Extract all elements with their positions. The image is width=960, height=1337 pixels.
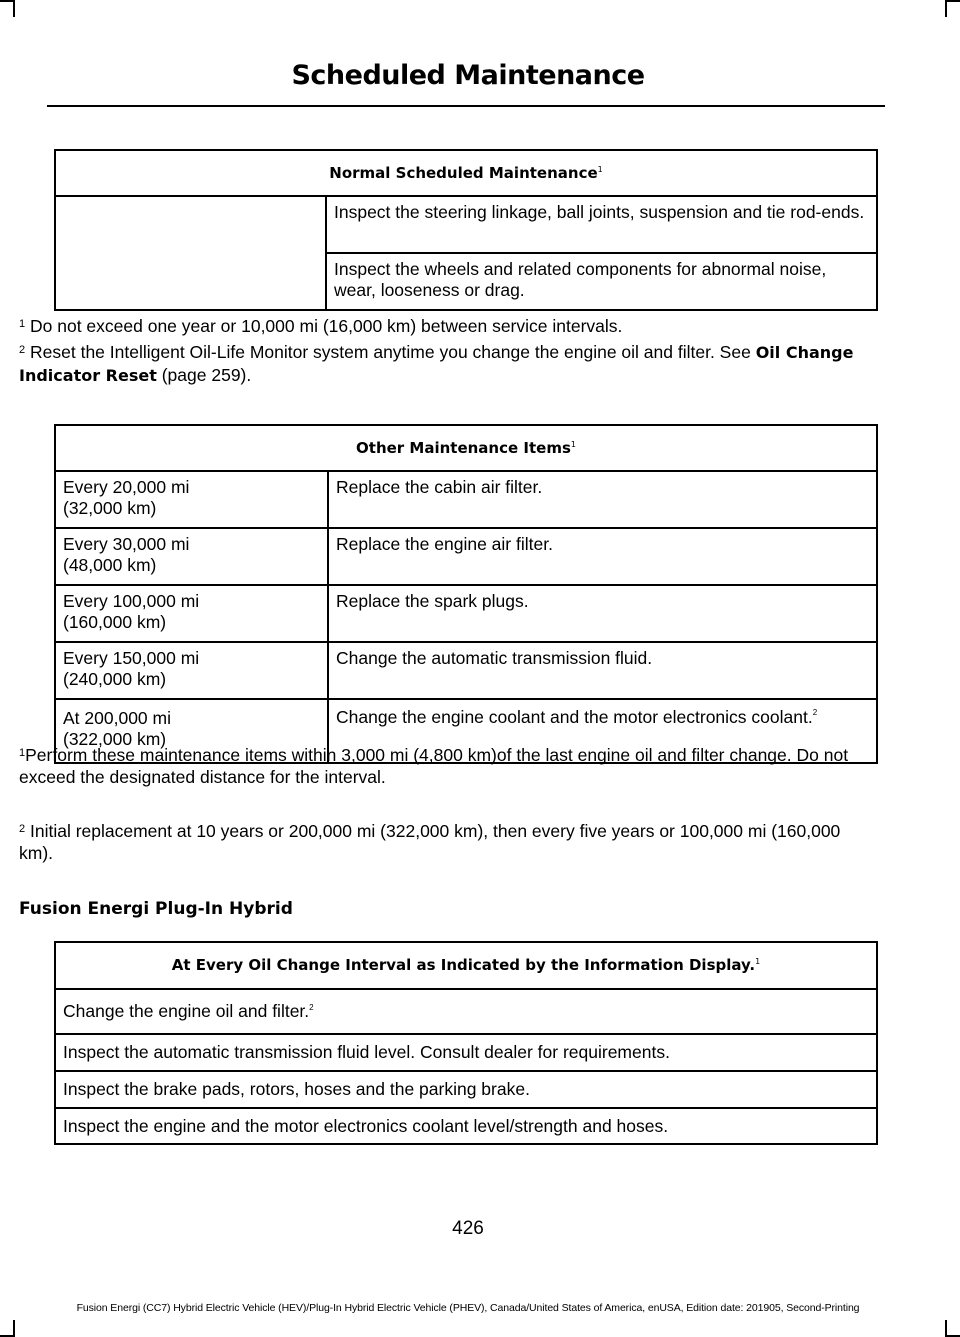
- crop-mark: [13, 0, 15, 17]
- footnote-1: $^1$Perform these maintenance items within 3,000 mi (4,800 km)of the last engine oil and filter change. Do not exceed the designated distance for the interval.: [19, 745, 849, 787]
- table-cell: Inspect the automatic transmission fluid level. Consult dealer for requirements.: [55, 1034, 877, 1071]
- footnote-1: $^1$ Do not exceed one year or 10,000 mi (16,000 km) between service intervals.: [19, 316, 623, 336]
- table-header-row: [55, 942, 877, 989]
- table-row: [55, 989, 877, 1034]
- cross-reference-link[interactable]: Oil Change Indicator Reset: [19, 343, 854, 385]
- interval-cell: Every 100,000 mi (160,000 km): [55, 585, 328, 642]
- table-header-row: [55, 425, 877, 471]
- table-row: [55, 1108, 877, 1144]
- crop-mark: [947, 0, 960, 2]
- section-heading: Fusion Energi Plug-In Hybrid: [19, 899, 293, 919]
- action-cell: Change the engine coolant and the motor electronics coolant.$^2$: [328, 699, 877, 763]
- oil-change-table: [54, 941, 878, 1145]
- table-row: [55, 196, 877, 253]
- table-header-row: [55, 150, 877, 196]
- title-divider: [47, 105, 885, 107]
- action-cell: Change the automatic transmission fluid.: [328, 642, 877, 699]
- table-row: [55, 642, 877, 699]
- footer-text: Fusion Energi (CC7) Hybrid Electric Vehicle (HEV)/Plug-In Hybrid Electric Vehicle (PHEV), Canada/United States of America, enUSA, Edition date: 201905, Second-Printing: [76, 1302, 860, 1314]
- crop-mark: [13, 1320, 15, 1337]
- interval-cell: Every 30,000 mi (48,000 km): [55, 528, 328, 585]
- table-cell: Inspect the steering linkage, ball joints, suspension and tie rod-ends.: [326, 196, 877, 253]
- other-maintenance-table: [54, 424, 878, 764]
- table-row: [55, 528, 877, 585]
- table-heading: At Every Oil Change Interval as Indicated by the Information Display.$^1$: [55, 942, 877, 989]
- table-heading: Other Maintenance Items$^1$: [55, 425, 877, 471]
- interval-cell: Every 20,000 mi (32,000 km): [55, 471, 328, 528]
- crop-mark: [945, 0, 947, 17]
- action-cell: Replace the cabin air filter.: [328, 471, 877, 528]
- page-title: Scheduled Maintenance: [291, 60, 645, 91]
- table-row: [55, 1034, 877, 1071]
- interval-cell: Every 150,000 mi (240,000 km): [55, 642, 328, 699]
- footnote-2: $^2$ Reset the Intelligent Oil-Life Monitor system anytime you change the engine oil and filter. See Oil Change Indicator Reset (page 259).: [19, 342, 854, 385]
- table-cell: Inspect the wheels and related components for abnormal noise, wear, looseness or drag.: [326, 253, 877, 310]
- table-cell: Change the engine oil and filter.$^2$: [55, 989, 877, 1034]
- table-row: [55, 471, 877, 528]
- interval-cell: At 200,000 mi (322,000 km): [55, 699, 328, 763]
- table-cell: Inspect the brake pads, rotors, hoses and the parking brake.: [55, 1071, 877, 1108]
- table-cell: Inspect the engine and the motor electronics coolant level/strength and hoses.: [55, 1108, 877, 1144]
- table-heading: Normal Scheduled Maintenance$^1$: [55, 150, 877, 196]
- action-cell: Replace the spark plugs.: [328, 585, 877, 642]
- table-cell-empty: [55, 196, 326, 310]
- footnote-2: $^2$ Initial replacement at 10 years or 200,000 mi (322,000 km), then every five years or 100,000 mi (160,000 km).: [19, 821, 841, 863]
- page-number: 426: [452, 1218, 484, 1239]
- crop-mark: [0, 0, 13, 2]
- normal-maintenance-table: [54, 149, 878, 311]
- table-row: [55, 1071, 877, 1108]
- action-cell: Replace the engine air filter.: [328, 528, 877, 585]
- table-row: [55, 585, 877, 642]
